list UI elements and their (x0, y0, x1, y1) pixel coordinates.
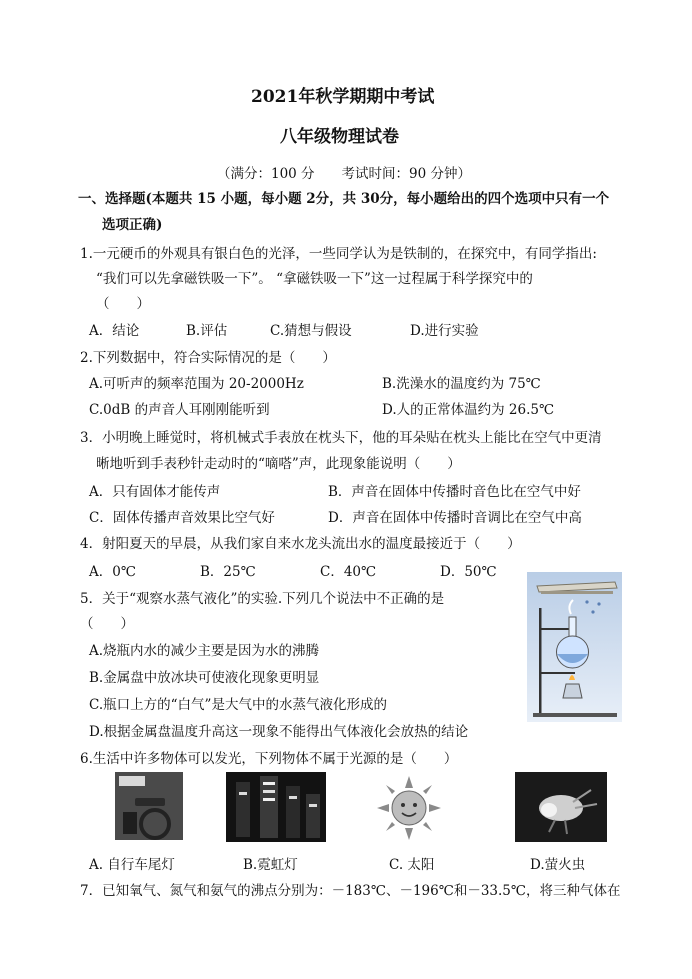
q5-option-b: B.金属盘中放冰块可使液化现象更明显 (89, 670, 320, 686)
q1-option-b: B.评估 (186, 323, 228, 339)
exam-title: 2021年秋学期期中考试 (251, 87, 435, 107)
exam-subtitle: 八年级物理试卷 (280, 127, 399, 147)
q3-option-c: C．固体传播声音效果比空气好 (89, 510, 275, 526)
q4-option-d: D．50℃ (440, 564, 497, 580)
neon-light-image (226, 772, 326, 842)
section-heading-cont: 选项正确) (102, 217, 163, 233)
exam-meta: （满分：100 分 考试时间：90 分钟） (217, 166, 472, 182)
liquefaction-apparatus-image (527, 572, 622, 722)
q7-stem: 7．已知氧气、氮气和氨气的沸点分别为：－183℃、－196℃和－33.5℃，将三种气体在 (80, 883, 621, 899)
q2-option-b: B.洗澡水的温度约为 75℃ (382, 376, 541, 392)
q5-option-c: C.瓶口上方的“白气”是大气中的水蒸气液化形成的 (89, 697, 387, 713)
q5-stem: 5．关于“观察水蒸气液化”的实验.下列几个说法中不正确的是 (80, 591, 445, 607)
q5-blank: （ ） (80, 616, 134, 632)
q2-option-c: C.0dB 的声音人耳刚刚能听到 (89, 402, 270, 418)
firefly-image (515, 772, 607, 842)
q3-option-a: A．只有固体才能传声 (89, 484, 221, 500)
q6-option-a: A. 自行车尾灯 (89, 857, 175, 873)
q6-option-b: B.霓虹灯 (243, 857, 298, 873)
q1-blank: （ ） (96, 296, 150, 312)
q5-option-d: D.根据金属盘温度升高这一现象不能得出气体液化会放热的结论 (89, 724, 469, 740)
q1-option-d: D.进行实验 (410, 323, 479, 339)
q5-option-a: A.烧瓶内水的减少主要是因为水的沸腾 (89, 643, 320, 659)
q6-option-d: D.萤火虫 (530, 857, 586, 873)
section-heading: 一、选择题(本题共 15 小题，每小题 2分，共 30分，每小题给出的四个选项中只有一个 (78, 191, 610, 207)
q3-stem-cont: 晰地听到手表秒针走动时的“嘀嗒”声，此现象能说明（ ） (96, 456, 461, 472)
q6-stem: 6.生活中许多物体可以发光，下列物体不属于光源的是（ ） (80, 751, 458, 767)
q1-option-a: A．结论 (89, 323, 140, 339)
q6-option-c: C. 太阳 (389, 857, 435, 873)
q2-option-d: D.人的正常体温约为 26.5℃ (382, 402, 555, 418)
sun-image (375, 774, 443, 842)
q4-option-c: C．40℃ (320, 564, 377, 580)
q3-stem: 3．小明晚上睡觉时，将机械式手表放在枕头下，他的耳朵贴在枕头上能比在空气中更清 (80, 430, 602, 446)
bicycle-taillight-image (115, 772, 183, 840)
q2-option-a: A.可听声的频率范围为 20-2000Hz (89, 376, 304, 392)
q4-stem: 4．射阳夏天的早晨，从我们家自来水龙头流出水的温度最接近于（ ） (80, 536, 521, 552)
q1-stem-cont: “我们可以先拿磁铁吸一下”。 “拿磁铁吸一下”这一过程属于科学探究中的 (96, 271, 533, 287)
q4-option-b: B．25℃ (200, 564, 256, 580)
q1-option-c: C.猜想与假设 (270, 323, 352, 339)
q1-stem: 1.一元硬币的外观具有银白色的光泽，一些同学认为是铁制的，在探究中，有同学指出: (80, 246, 597, 262)
q4-option-a: A．0℃ (89, 564, 136, 580)
q3-option-d: D．声音在固体中传播时音调比在空气中高 (328, 510, 582, 526)
q2-stem: 2.下列数据中，符合实际情况的是（ ） (80, 350, 336, 366)
q3-option-b: B．声音在固体中传播时音色比在空气中好 (328, 484, 581, 500)
